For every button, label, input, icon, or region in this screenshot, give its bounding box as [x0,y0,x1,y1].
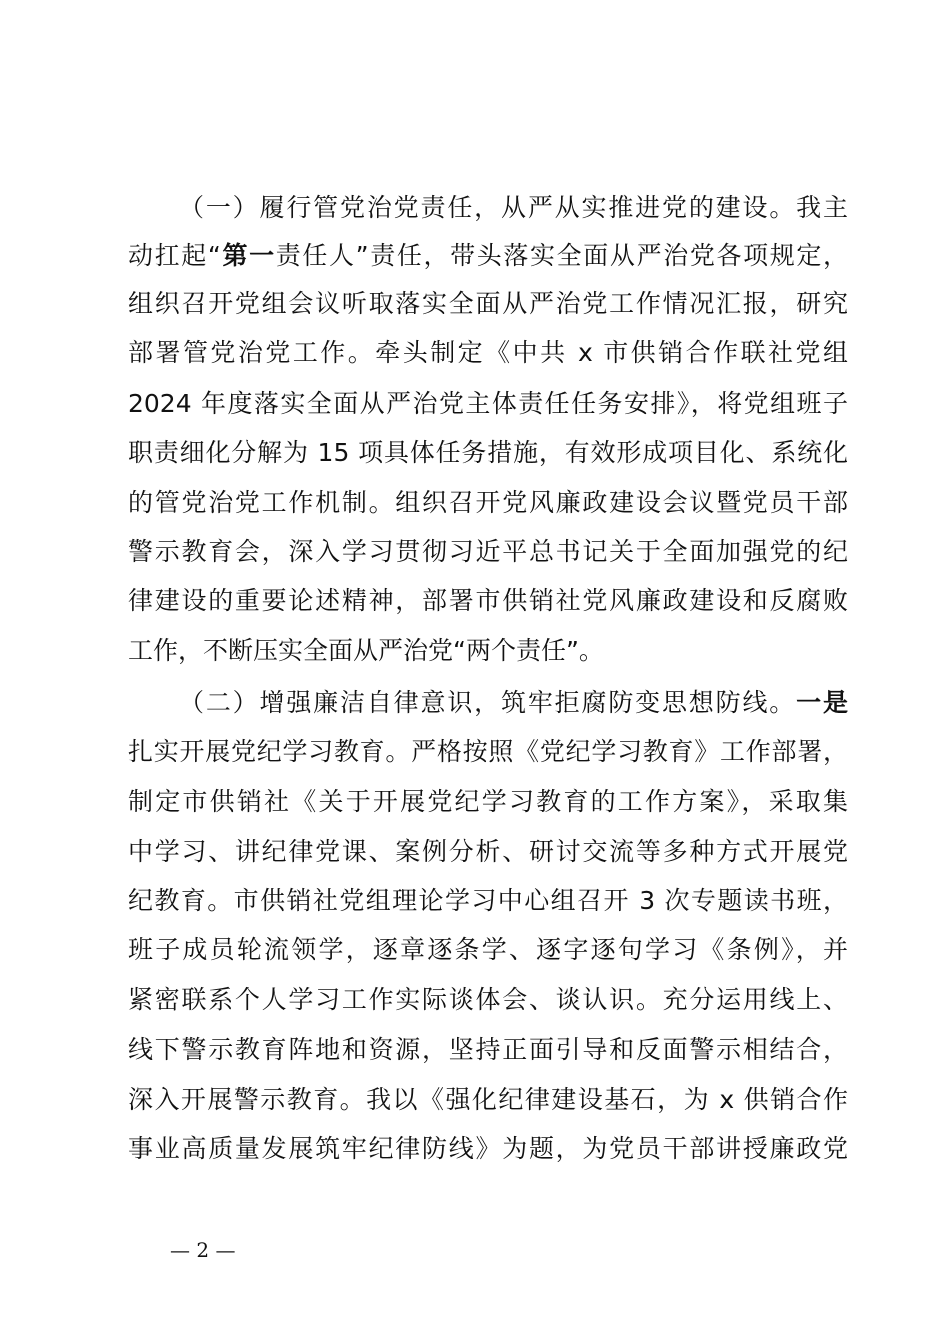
paragraph-1-line-10: 工作，不断压实全面从严治党“两个责任”。 [128,636,604,665]
text-span: （二）增强廉洁自律意识，筑牢拒腐防变思想防线。 [179,688,797,717]
paragraph-2-line-8: 线下警示教育阵地和资源，坚持正面引导和反面警示相结合， [128,1035,848,1064]
bold-text: 第一 [220,241,276,270]
paragraph-1-line-7: 的管党治党工作机制。组织召开党风廉政建设会议暨党员干部 [128,488,848,517]
text-span: 责任人”责任，带头落实全面从严治党各项规定， [275,241,848,270]
paragraph-2-line-10: 事业高质量发展筑牢纪律防线》为题，为党员干部讲授廉政党 [128,1134,848,1163]
text-span: 动扛起“ [128,241,221,270]
paragraph-2-line-7: 紧密联系个人学习工作实际谈体会、谈认识。充分运用线上、 [128,985,848,1014]
page-number: — 2 — [170,1238,236,1262]
paragraph-2-line-3: 制定市供销社《关于开展党纪学习教育的工作方案》，采取集 [128,787,848,816]
paragraph-1-line-8: 警示教育会，深入学习贯彻习近平总书记关于全面加强党的纪 [128,537,848,566]
paragraph-2-line-1 [179,676,848,730]
paragraph-1-line-1: （一）履行管党治党责任，从严从实推进党的建设。我主 [179,193,848,222]
paragraph-1-line-3: 组织召开党组会议听取落实全面从严治党工作情况汇报，研究 [128,289,848,318]
paragraph-2-line-4: 中学习、讲纪律党课、案例分析、研讨交流等多种方式开展党 [128,837,848,866]
paragraph-2-line-2: 扎实开展党纪学习教育。严格按照《党纪学习教育》工作部署， [128,737,848,766]
paragraph-1-line-4: 部署管党治党工作。牵头制定《中共 x 市供销合作联社党组 [128,338,848,367]
paragraph-2-line-9: 深入开展警示教育。我以《强化纪律建设基石，为 x 供销合作 [128,1085,848,1114]
paragraph-1-line-2 [128,229,848,283]
bold-text: 一是 [796,688,848,717]
paragraph-2-line-5: 纪教育。市供销社党组理论学习中心组召开 3 次专题读书班， [128,886,848,915]
paragraph-1-line-9: 律建设的重要论述精神，部署市供销社党风廉政建设和反腐败 [128,586,848,615]
paragraph-1-line-6: 职责细化分解为 15 项具体任务措施，有效形成项目化、系统化 [128,438,848,467]
paragraph-1-line-5: 2024 年度落实全面从严治党主体责任任务安排》，将党组班子 [128,389,848,418]
paragraph-2-line-6: 班子成员轮流领学，逐章逐条学、逐字逐句学习《条例》，并 [128,935,848,964]
